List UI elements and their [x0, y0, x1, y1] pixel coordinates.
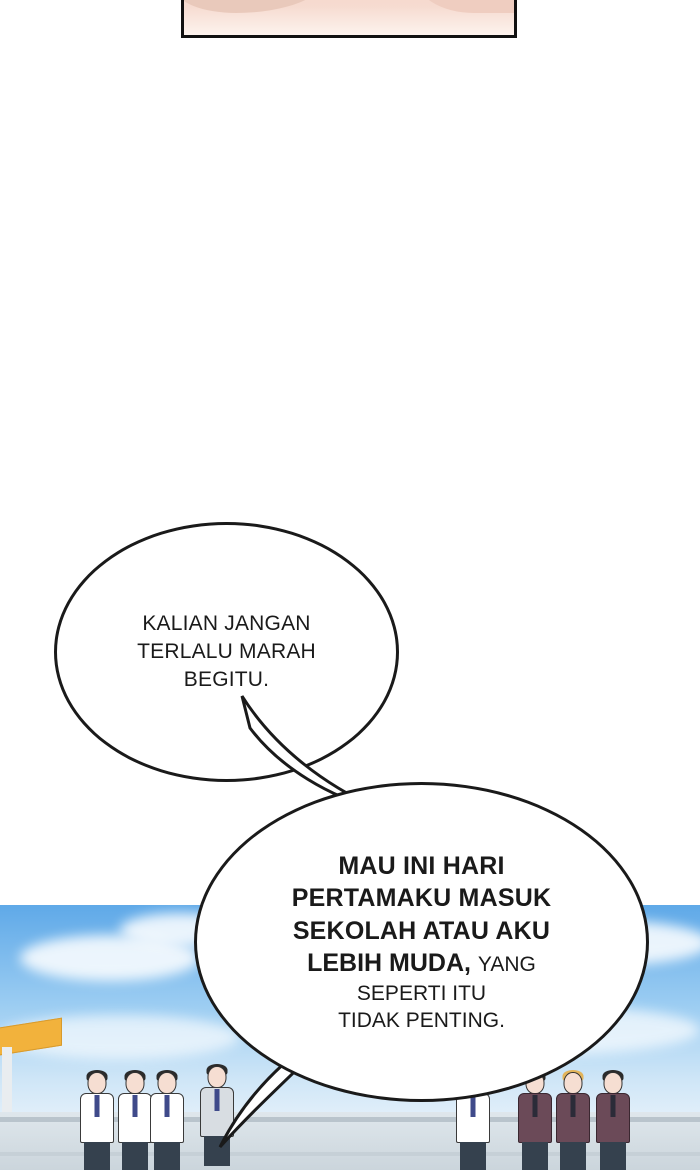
trousers — [84, 1142, 110, 1170]
trousers — [154, 1142, 180, 1170]
bubble-2-line-2: PERTAMAKU MASUK — [291, 884, 552, 913]
bubble-2-line-1: MAU INI HARI — [338, 851, 505, 880]
head-shape — [158, 1072, 177, 1094]
bubble-1-line-1: KALIAN JANGAN — [142, 612, 311, 636]
trousers — [522, 1142, 548, 1170]
speech-bubble-2-text — [256, 850, 587, 1035]
awning-post — [2, 1047, 12, 1117]
head-shape — [88, 1072, 107, 1094]
necktie — [165, 1095, 170, 1117]
student-figure — [76, 1072, 118, 1170]
necktie — [571, 1095, 576, 1117]
bubble-2-line-4 — [292, 947, 551, 980]
speech-bubble-2 — [194, 782, 649, 1102]
head-shape — [604, 1072, 623, 1094]
student-figure — [514, 1072, 556, 1170]
necktie — [95, 1095, 100, 1117]
student-figure — [592, 1072, 634, 1170]
speech-bubble-1-text — [93, 610, 360, 693]
bubble-2-line-4-regular: YANG — [477, 953, 536, 977]
bubble-2-line-5: SEPERTI ITU — [356, 981, 487, 1005]
bubble-1-line-3: BEGITU. — [183, 667, 270, 691]
close-up-mouth-panel — [181, 0, 517, 38]
necktie — [133, 1095, 138, 1117]
trousers — [122, 1142, 148, 1170]
necktie — [611, 1095, 616, 1117]
bubble-1-line-2: TERLALU MARAH — [137, 640, 316, 664]
bubble-2-line-3: SEKOLAH ATAU AKU — [292, 916, 551, 945]
bubble-2-line-4-bold: LEBIH MUDA, — [307, 949, 471, 978]
bubble-2-line-6: TIDAK PENTING. — [338, 1009, 505, 1032]
necktie — [471, 1095, 476, 1117]
student-figure — [146, 1072, 188, 1170]
head-shape — [126, 1072, 145, 1094]
necktie — [533, 1095, 538, 1117]
trousers — [600, 1142, 626, 1170]
student-figure — [552, 1072, 594, 1170]
trousers — [560, 1142, 586, 1170]
head-shape — [564, 1072, 583, 1094]
trousers — [460, 1142, 486, 1170]
